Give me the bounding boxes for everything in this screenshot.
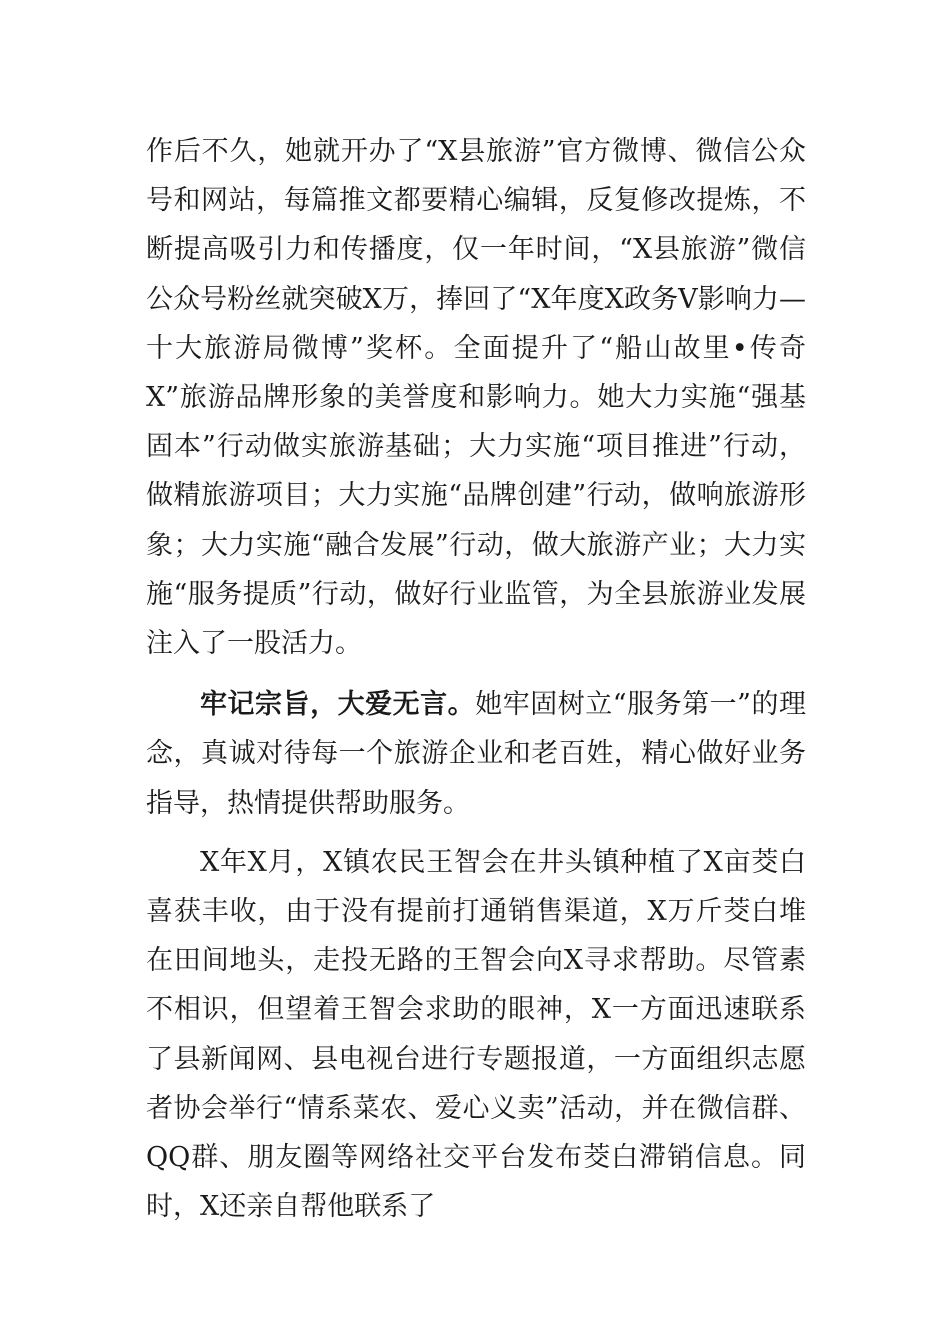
paragraph-text: 她牢固树立“服务第一”的理念，真诚对待每一个旅游企业和老百姓，精心做好业务指导，热情提供帮助服务。 [146,689,807,819]
document-body [146,127,806,1231]
paragraph-service-purpose [146,680,806,828]
paragraph-text: X年X月，X镇农民王智会在井头镇种植了X亩茭白喜获丰收，由于没有提前打通销售渠道，X万斤茭白堆在田间地头，走投无路的王智会向X寻求帮助。尽管素不相识，但望着王智会求助的眼神，X一方面迅速联系了县新闻网、县电视台进行专题报道，一方面组织志愿者协会举行“情系菜农、爱心义卖”活动，并在微信群、QQ群、朋友圈等网络社交平台发布茭白滞销信息。同时，X还亲自帮他联系了 [146,846,806,1223]
paragraph-tourism-promotion [146,127,806,668]
paragraph-farmer-story [146,838,806,1232]
paragraph-text: 作后不久，她就开办了“X县旅游”官方微博、微信公众号和网站，每篇推文都要精心编辑，反复修改提炼，不断提高吸引力和传播度，仅一年时间，“X县旅游”微信公众号粉丝就突破X万，捧回了“X年度X政务V影响力—十大旅游局微博”奖杯。全面提升了“船山故里•传奇X”旅游品牌形象的美誉度和影响力。她大力实施“强基固本”行动做实旅游基础；大力实施“项目推进”行动，做精旅游项目；大力实施“品牌创建”行动，做响旅游形象；大力实施“融合发展”行动，做大旅游产业；大力实施“服务提质”行动，做好行业监管，为全县旅游业发展注入了一股活力。 [146,136,807,660]
paragraph-lead-heading: 牢记宗旨，大爱无言。 [200,689,476,721]
